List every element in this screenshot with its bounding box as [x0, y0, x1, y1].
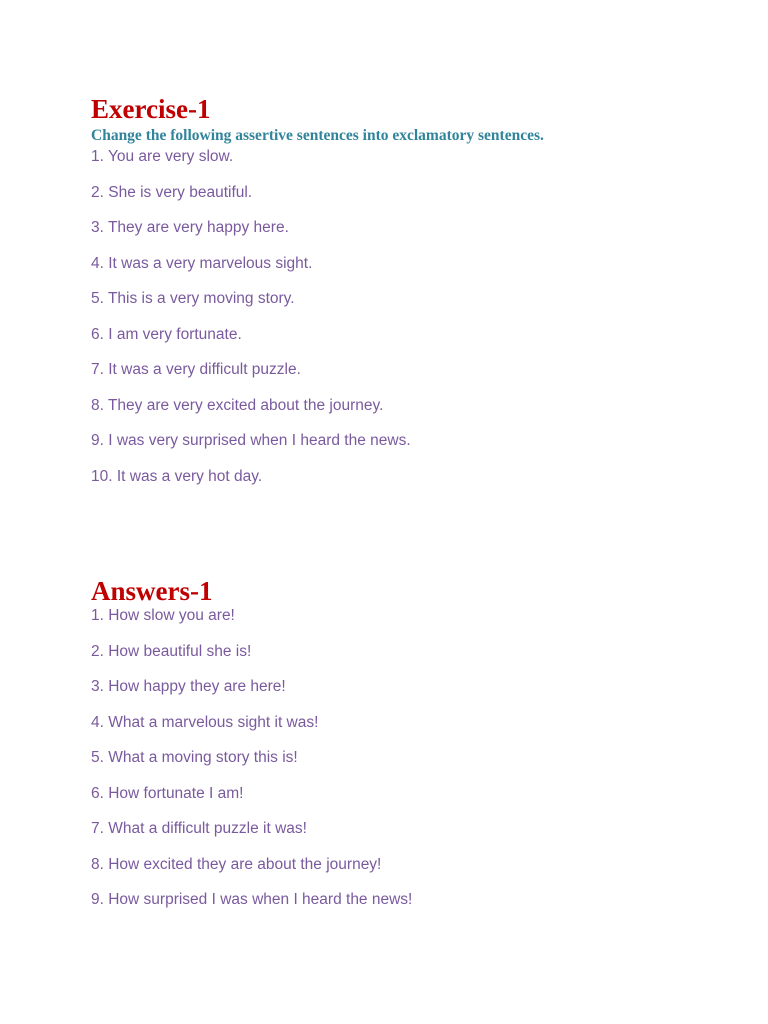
- list-item: 4. What a marvelous sight it was!: [91, 713, 319, 731]
- list-item: 9. I was very surprised when I heard the news.: [91, 432, 411, 449]
- list-item: 2. How beautiful she is!: [91, 642, 252, 660]
- list-item: 1. You are very slow.: [91, 148, 234, 165]
- list-item: 10. It was a very hot day.: [91, 467, 263, 485]
- list-item: 9. How surprised I was when I heard the news!: [91, 891, 413, 908]
- list-item: 1. How slow you are!: [91, 607, 235, 624]
- exercise-instruction: Change the following assertive sentences into exclamatory sentences.: [91, 127, 544, 144]
- list-item: 8. They are very excited about the journey.: [91, 396, 384, 414]
- list-item: 7. It was a very difficult puzzle.: [91, 361, 301, 378]
- list-item: 2. She is very beautiful.: [91, 183, 253, 201]
- exercise-question-list: [91, 148, 411, 503]
- list-item: 6. I am very fortunate.: [91, 325, 242, 343]
- answers-list: [91, 607, 412, 927]
- list-item: 5. What a moving story this is!: [91, 749, 298, 766]
- list-item: 3. How happy they are here!: [91, 678, 286, 695]
- list-item: 3. They are very happy here.: [91, 219, 289, 236]
- exercise-title: Exercise-1: [91, 94, 211, 124]
- list-item: 7. What a difficult puzzle it was!: [91, 820, 307, 837]
- list-item: 4. It was a very marvelous sight.: [91, 254, 313, 272]
- list-item: 8. How excited they are about the journey!: [91, 855, 382, 873]
- list-item: 5. This is a very moving story.: [91, 290, 295, 307]
- answers-title: Answers-1: [91, 576, 213, 606]
- list-item: 6. How fortunate I am!: [91, 784, 244, 802]
